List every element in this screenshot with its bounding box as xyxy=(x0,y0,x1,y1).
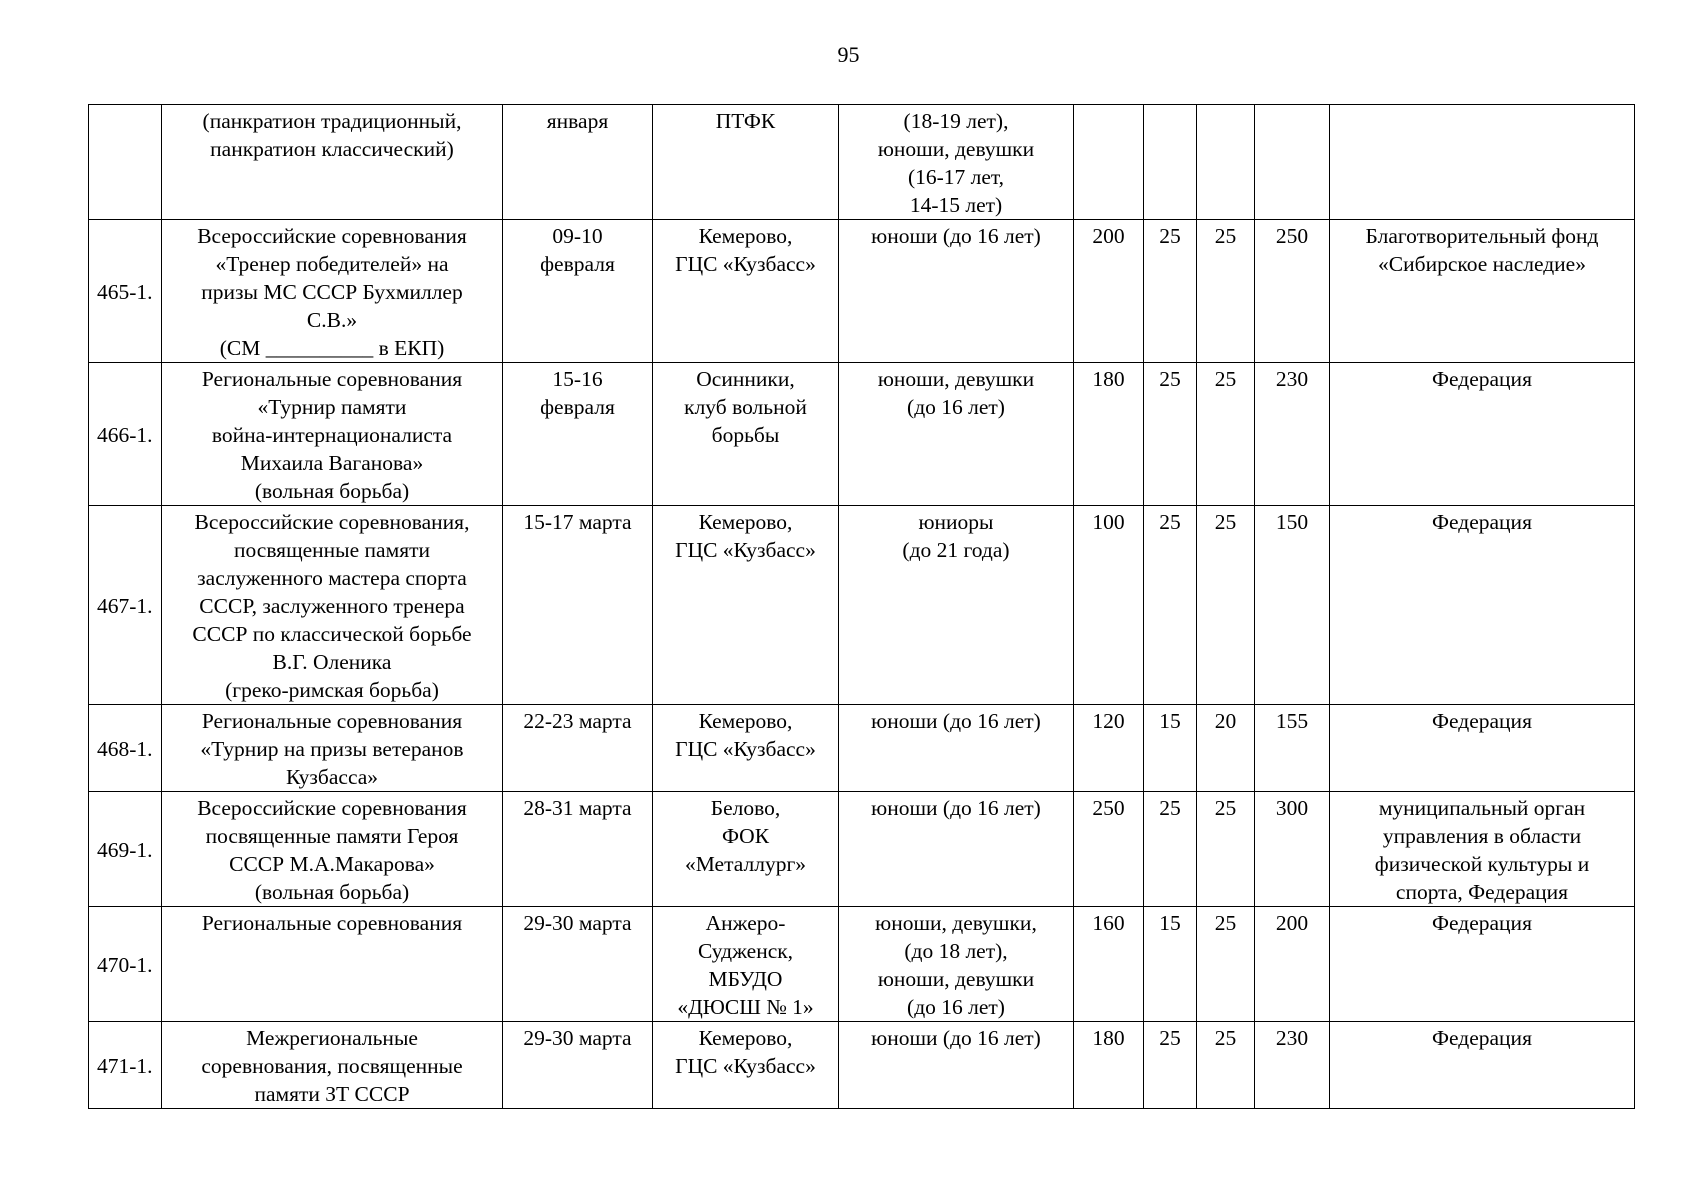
count-total: 250 xyxy=(1255,220,1330,363)
count-col-6: 180 xyxy=(1074,363,1144,506)
event-name: (панкратион традиционный, панкратион классический) xyxy=(162,105,503,220)
event-venue: Кемерово, ГЦС «Кузбасс» xyxy=(653,1022,839,1109)
row-number: 470-1. xyxy=(89,907,162,1022)
event-dates: января xyxy=(503,105,653,220)
event-dates: 29-30 марта xyxy=(503,1022,653,1109)
count-col-6: 200 xyxy=(1074,220,1144,363)
event-venue: Кемерово, ГЦС «Кузбасс» xyxy=(653,705,839,792)
event-name: Всероссийские соревнования посвященные памяти Героя СССР М.А.Макарова» (вольная борьба) xyxy=(162,792,503,907)
count-col-7: 25 xyxy=(1144,363,1197,506)
table-row xyxy=(89,105,1635,220)
count-col-7: 25 xyxy=(1144,1022,1197,1109)
event-venue: Белово, ФОК «Металлург» xyxy=(653,792,839,907)
event-dates: 22-23 марта xyxy=(503,705,653,792)
count-col-6: 250 xyxy=(1074,792,1144,907)
count-total: 200 xyxy=(1255,907,1330,1022)
event-venue: Кемерово, ГЦС «Кузбасс» xyxy=(653,220,839,363)
count-total: 230 xyxy=(1255,363,1330,506)
count-col-7: 25 xyxy=(1144,506,1197,705)
participant-ages: юноши (до 16 лет) xyxy=(839,220,1074,363)
event-name: Региональные соревнования «Турнир памяти война-интернационалиста Михаила Ваганова» (вольная борьба) xyxy=(162,363,503,506)
count-col-6 xyxy=(1074,105,1144,220)
count-col-7: 25 xyxy=(1144,792,1197,907)
count-col-8: 25 xyxy=(1197,907,1255,1022)
organizer: Федерация xyxy=(1330,1022,1635,1109)
count-col-6: 120 xyxy=(1074,705,1144,792)
count-col-8: 25 xyxy=(1197,363,1255,506)
count-total: 150 xyxy=(1255,506,1330,705)
organizer: муниципальный орган управления в области физической культуры и спорта, Федерация xyxy=(1330,792,1635,907)
count-col-8: 20 xyxy=(1197,705,1255,792)
count-col-6: 100 xyxy=(1074,506,1144,705)
table-row xyxy=(89,705,1635,792)
row-number: 469-1. xyxy=(89,792,162,907)
participant-ages: юниоры (до 21 года) xyxy=(839,506,1074,705)
count-total: 230 xyxy=(1255,1022,1330,1109)
participant-ages: юноши, девушки, (до 18 лет), юноши, девушки (до 16 лет) xyxy=(839,907,1074,1022)
participant-ages: (18-19 лет), юноши, девушки (16-17 лет, 14-15 лет) xyxy=(839,105,1074,220)
row-number: 467-1. xyxy=(89,506,162,705)
table-row xyxy=(89,363,1635,506)
table-row xyxy=(89,907,1635,1022)
count-col-7 xyxy=(1144,105,1197,220)
event-dates: 28-31 марта xyxy=(503,792,653,907)
count-col-7: 15 xyxy=(1144,907,1197,1022)
event-venue: Кемерово, ГЦС «Кузбасс» xyxy=(653,506,839,705)
count-col-6: 160 xyxy=(1074,907,1144,1022)
organizer: Федерация xyxy=(1330,363,1635,506)
table-row xyxy=(89,1022,1635,1109)
events-table xyxy=(88,104,1635,1109)
organizer: Федерация xyxy=(1330,705,1635,792)
event-venue: Анжеро- Судженск, МБУДО «ДЮСШ № 1» xyxy=(653,907,839,1022)
organizer: Федерация xyxy=(1330,907,1635,1022)
organizer: Благотворительный фонд «Сибирское наследие» xyxy=(1330,220,1635,363)
event-name: Региональные соревнования «Турнир на призы ветеранов Кузбасса» xyxy=(162,705,503,792)
organizer xyxy=(1330,105,1635,220)
count-col-7: 15 xyxy=(1144,705,1197,792)
count-total xyxy=(1255,105,1330,220)
event-dates: 15-16 февраля xyxy=(503,363,653,506)
event-name: Всероссийские соревнования «Тренер победителей» на призы МС СССР Бухмиллер С.В.» (СМ __________ в ЕКП) xyxy=(162,220,503,363)
event-venue: ПТФК xyxy=(653,105,839,220)
event-venue: Осинники, клуб вольной борьбы xyxy=(653,363,839,506)
count-col-7: 25 xyxy=(1144,220,1197,363)
event-dates: 15-17 марта xyxy=(503,506,653,705)
count-col-8: 25 xyxy=(1197,506,1255,705)
table-row xyxy=(89,506,1635,705)
count-col-8: 25 xyxy=(1197,1022,1255,1109)
participant-ages: юноши (до 16 лет) xyxy=(839,1022,1074,1109)
count-col-6: 180 xyxy=(1074,1022,1144,1109)
count-total: 155 xyxy=(1255,705,1330,792)
row-number: 466-1. xyxy=(89,363,162,506)
event-dates: 09-10 февраля xyxy=(503,220,653,363)
participant-ages: юноши, девушки (до 16 лет) xyxy=(839,363,1074,506)
count-col-8: 25 xyxy=(1197,792,1255,907)
table-row xyxy=(89,792,1635,907)
count-col-8: 25 xyxy=(1197,220,1255,363)
participant-ages: юноши (до 16 лет) xyxy=(839,705,1074,792)
row-number: 465-1. xyxy=(89,220,162,363)
count-total: 300 xyxy=(1255,792,1330,907)
event-name: Региональные соревнования xyxy=(162,907,503,1022)
row-number: 471-1. xyxy=(89,1022,162,1109)
count-col-8 xyxy=(1197,105,1255,220)
row-number: 468-1. xyxy=(89,705,162,792)
table-row xyxy=(89,220,1635,363)
participant-ages: юноши (до 16 лет) xyxy=(839,792,1074,907)
organizer: Федерация xyxy=(1330,506,1635,705)
event-dates: 29-30 марта xyxy=(503,907,653,1022)
row-number xyxy=(89,105,162,220)
event-name: Всероссийские соревнования, посвященные памяти заслуженного мастера спорта СССР, заслуженного тренера СССР по классической борьбе В.Г. Оленика (греко-римская борьба) xyxy=(162,506,503,705)
page-number: 95 xyxy=(837,42,860,67)
event-name: Межрегиональные соревнования, посвященные памяти ЗТ СССР xyxy=(162,1022,503,1109)
